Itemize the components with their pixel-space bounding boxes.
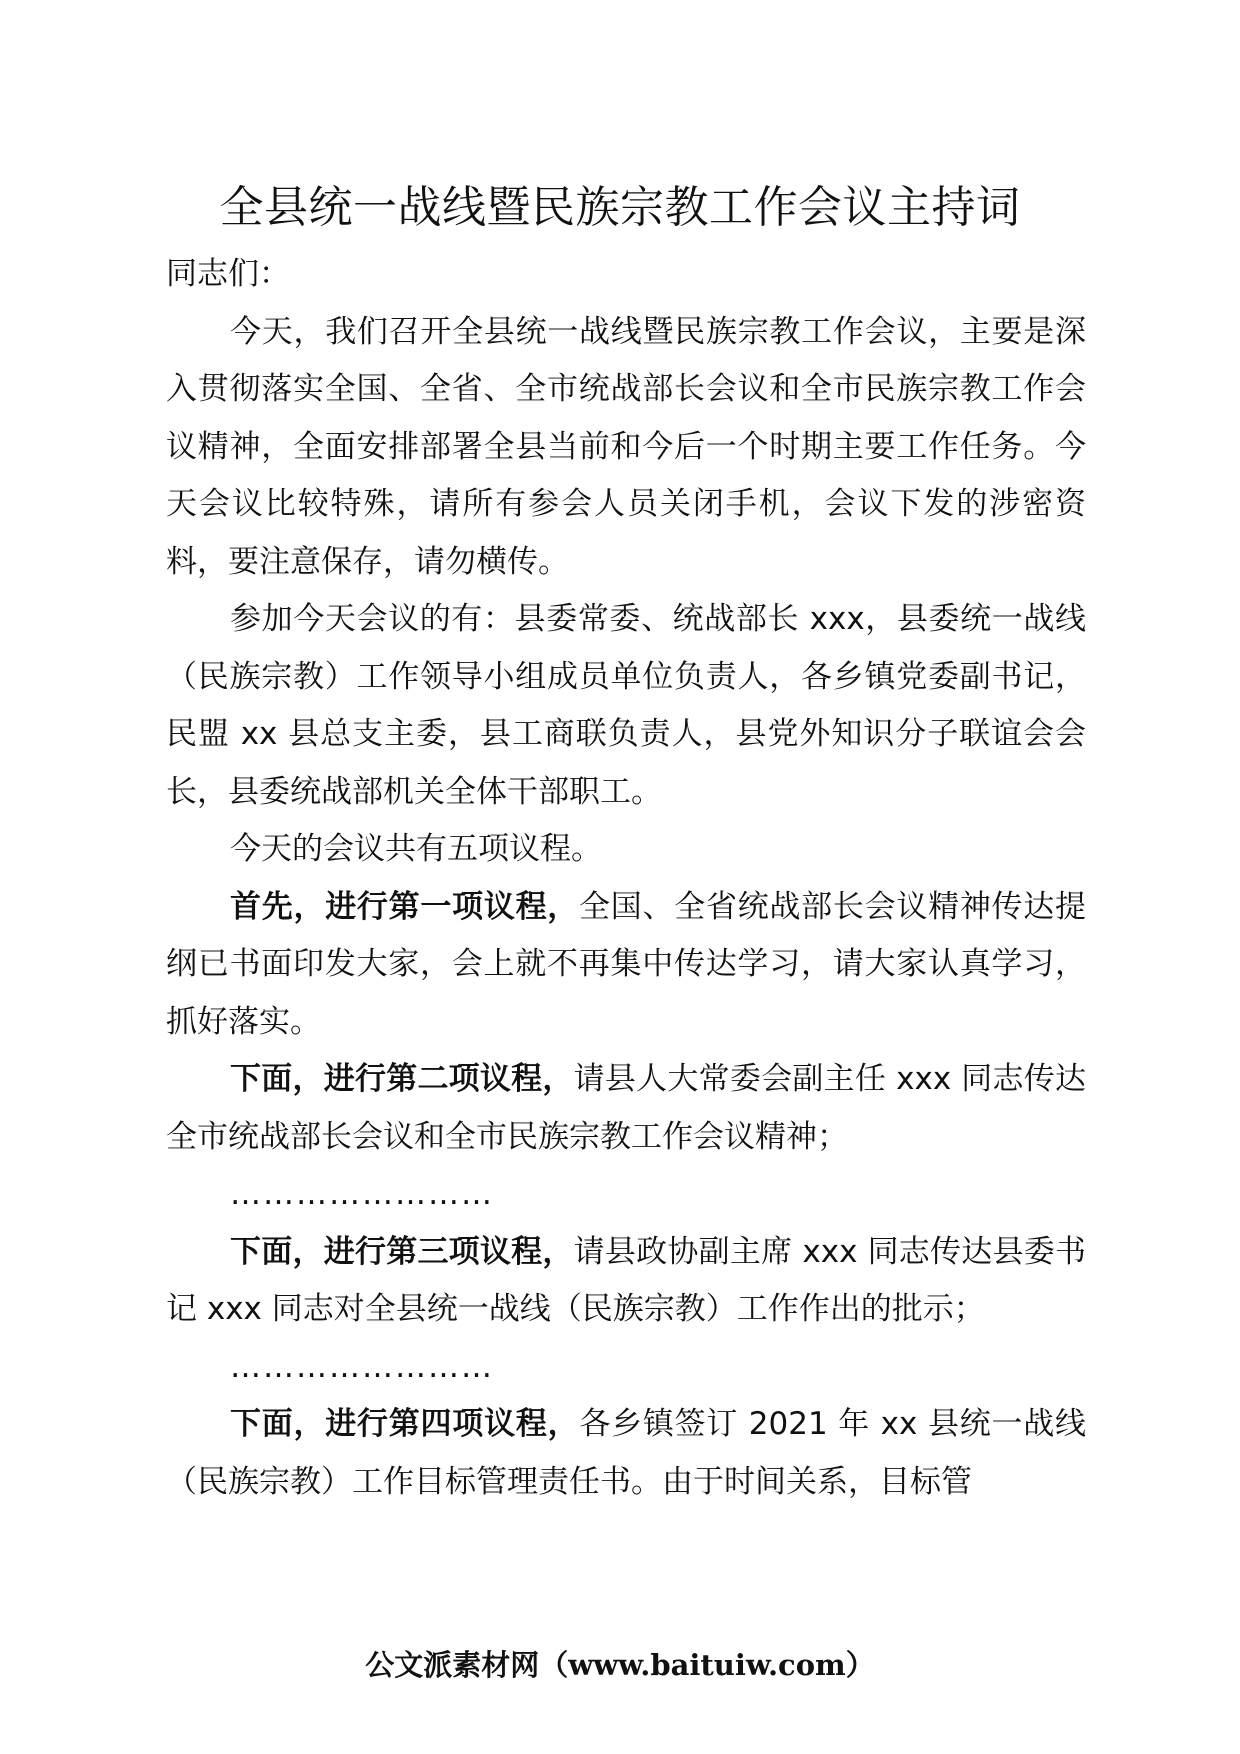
paragraph-text: 请县政协副主席 xxx 同志传达县委书记 xxx 同志对全县统一战线（民族宗教）工作作出的批示；	[166, 1233, 1087, 1327]
paragraph-agenda-item-2	[166, 1051, 1086, 1166]
paragraph-text: 参加今天会议的有：县委常委、统战部长 xxx，县委统一战线（民族宗教）工作领导小组成员单位负责人，各乡镇党委副书记，民盟 xx 县总支主委，县工商联负责人，县党外知识分子联谊会会长，县委统战部机关全体干部职工。	[166, 601, 1086, 810]
paragraph-text: 今天的会议共有五项议程。	[230, 831, 602, 867]
document-body	[166, 246, 1086, 1511]
paragraph-agenda-item-3	[166, 1224, 1086, 1339]
agenda-lead: 下面，进行第二项议程，	[230, 1061, 574, 1097]
agenda-lead: 下面，进行第四项议程，	[230, 1406, 580, 1442]
ellipsis-line	[166, 1339, 1086, 1397]
paragraph-text: 全国、全省统战部长会议精神传达提纲已书面印发大家，会上就不再集中传达学习，请大家认真学习，抓好落实。	[166, 888, 1087, 1040]
paragraph-agenda-item-1	[166, 879, 1086, 1052]
salutation: 同志们：	[166, 256, 290, 292]
paragraph-text: 请县人大常委会副主任 xxx 同志传达全市统战部长会议和全市民族宗教工作会议精神；	[166, 1061, 1087, 1155]
agenda-lead: 首先，进行第一项议程，	[230, 888, 580, 925]
ellipsis-text: ……………………	[230, 1176, 494, 1212]
footer-watermark: 公文派素材网（www.baituiw.com）	[365, 1648, 875, 1682]
paragraph-text: 各乡镇签订 2021 年 xx 县统一战线（民族宗教）工作目标管理责任书。由于时间关系，目标管	[166, 1406, 1086, 1500]
paragraph-attendees	[166, 591, 1086, 821]
ellipsis-text: ……………………	[230, 1348, 494, 1385]
paragraph-agenda-item-4	[166, 1396, 1086, 1511]
ellipsis-line	[166, 1166, 1086, 1224]
paragraph-agenda-overview	[166, 821, 1086, 879]
document-title: 全县统一战线暨民族宗教工作会议主持词	[219, 182, 1021, 233]
paragraph-intro	[166, 304, 1086, 592]
agenda-lead: 下面，进行第三项议程，	[230, 1233, 574, 1270]
paragraph-text: 今天，我们召开全县统一战线暨民族宗教工作会议，主要是深入贯彻落实全国、全省、全市统战部长会议和全市民族宗教工作会议精神，全面安排部署全县当前和今后一个时期主要工作任务。今天会议比较特殊，请所有参会人员关闭手机，会议下发的涉密资料，要注意保存，请勿横传。	[166, 313, 1086, 580]
